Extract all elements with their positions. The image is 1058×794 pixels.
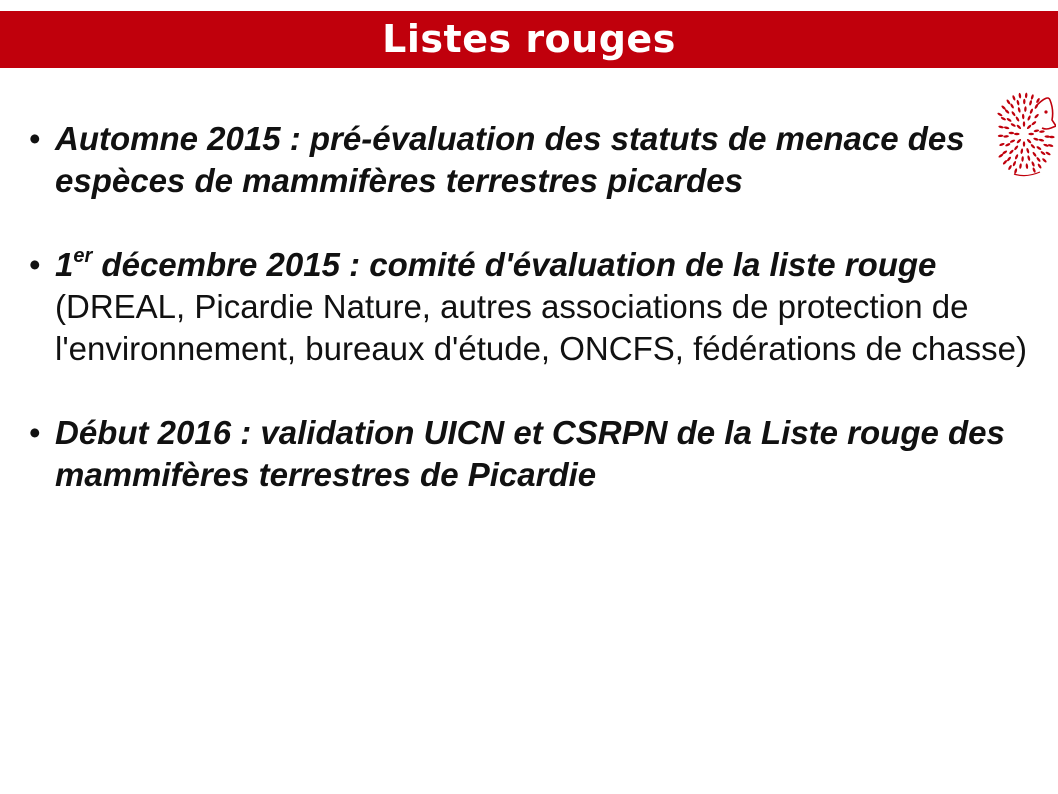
ordinal-number: 1 (55, 246, 74, 283)
list-item (29, 118, 1049, 202)
hedgehog-spike (1025, 93, 1028, 99)
hedgehog-spike (997, 112, 1003, 117)
list-item (29, 244, 1049, 370)
hedgehog-spike (1024, 106, 1027, 112)
bullet-detail: (DREAL, Picardie Nature, autres associations de protection de l'environnement, bureaux d'étude, ONCFS, fédérations de chasse) (55, 288, 1027, 367)
bullet-marker: • (29, 120, 41, 157)
bullet-list (29, 118, 1049, 538)
list-item (29, 412, 1049, 496)
hedgehog-spike (1018, 93, 1021, 99)
hedgehog-spike (1010, 103, 1015, 109)
title-bar (0, 11, 1058, 68)
hedgehog-spike (1049, 136, 1055, 139)
hedgehog-spike (1029, 100, 1033, 106)
bullet-marker: • (29, 246, 41, 283)
bullet-text: Début 2016 : validation UICN et CSRPN de la Liste rouge des mammifères terrestres de Picardie (55, 414, 1005, 493)
bullet-text: Automne 2015 : pré-évaluation des statuts de menace des espèces de mammifères terrestres picardes (55, 120, 965, 199)
hedgehog-spike (1006, 99, 1011, 105)
ordinal-suffix: er (73, 245, 93, 267)
hedgehog-spike (1016, 100, 1020, 106)
bullet-heading (55, 246, 936, 283)
hedgehog-spike (1029, 108, 1033, 114)
slide-title: Listes rouges (382, 16, 676, 61)
hedgehog-spike (1023, 99, 1025, 105)
hedgehog-spike (1012, 95, 1016, 101)
bullet-text: décembre 2015 : comité d'évaluation de la liste rouge (92, 246, 937, 283)
hedgehog-spike (1017, 107, 1021, 113)
hedgehog-spike (1030, 94, 1034, 100)
hedgehog-spike (1011, 111, 1016, 117)
bullet-marker: • (29, 414, 41, 451)
